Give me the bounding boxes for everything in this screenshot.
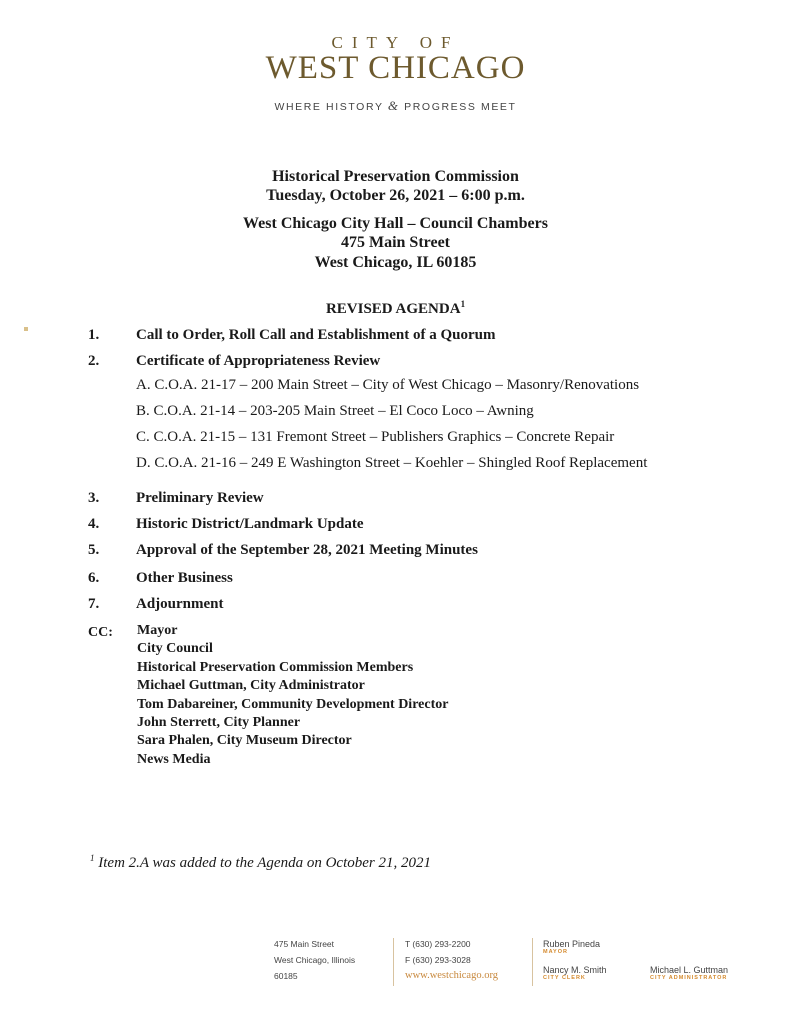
cc-recipient: Tom Dabareiner, Community Development Director <box>137 696 449 712</box>
footer-address <box>274 936 355 984</box>
footer-address-line: 475 Main Street <box>274 939 335 949</box>
cc-recipients <box>137 622 448 769</box>
cc-recipient: Sara Phalen, City Museum Director <box>137 733 352 749</box>
agenda-item-call-to-order: Call to Order, Roll Call and Establishment of a Quorum <box>136 327 496 343</box>
cc-recipient: City Council <box>137 641 213 657</box>
agenda-item-number: 5. <box>88 542 100 558</box>
footer-divider <box>532 938 533 986</box>
tagline-left: WHERE HISTORY <box>274 101 384 113</box>
footer-contact <box>405 936 498 984</box>
official-title: CITY ADMINISTRATOR <box>650 975 728 981</box>
cc-recipient: Michael Guttman, City Administrator <box>137 678 365 694</box>
agenda-item-number: 1. <box>88 327 100 343</box>
agenda-item-minutes: Approval of the September 28, 2021 Meeting Minutes <box>136 542 478 558</box>
meeting-date: Tuesday, October 26, 2021 – 6:00 p.m. <box>266 187 525 204</box>
official-city-administrator <box>650 965 728 981</box>
official-title: MAYOR <box>543 949 568 955</box>
agenda-item-number: 2. <box>88 353 100 369</box>
logo-tagline <box>0 98 791 114</box>
agenda-item-number: 3. <box>88 490 100 506</box>
agenda-subitem-b: B. C.O.A. 21-14 – 203-205 Main Street – El Coco Loco – Awning <box>136 403 534 419</box>
agenda-item-landmark-update: Historic District/Landmark Update <box>136 516 364 532</box>
cc-recipient: Historical Preservation Commission Members <box>137 659 414 675</box>
logo-city-of: CITY OF <box>331 33 460 52</box>
agenda-item-number: 4. <box>88 516 100 532</box>
official-title: CITY CLERK <box>543 975 586 981</box>
official-name: Nancy M. Smith <box>543 965 607 975</box>
agenda-item-coa-review: Certificate of Appropriateness Review <box>136 353 381 369</box>
agenda-subitem-d: D. C.O.A. 21-16 – 249 E Washington Street – Koehler – Shingled Roof Replacement <box>136 455 648 471</box>
tagline-right: PROGRESS MEET <box>404 101 517 113</box>
agenda-item-number: 6. <box>88 570 100 586</box>
meeting-venue: West Chicago City Hall – Council Chambers <box>243 215 548 232</box>
logo-name: WEST CHICAGO <box>265 50 526 86</box>
official-city-clerk <box>543 965 607 981</box>
footer-address-line: West Chicago, Illinois <box>274 955 356 965</box>
commission-title: Historical Preservation Commission <box>272 168 519 185</box>
footnote-text: Item 2.A was added to the Agenda on October 21, 2021 <box>98 855 431 871</box>
official-name: Ruben Pineda <box>543 939 601 949</box>
agenda-item-preliminary-review: Preliminary Review <box>136 490 264 506</box>
agenda-item-other-business: Other Business <box>136 570 233 586</box>
venue-city: West Chicago, IL 60185 <box>314 254 477 271</box>
official-name: Michael L. Guttman <box>650 965 729 975</box>
official-mayor <box>543 939 600 955</box>
footer-fax: F (630) 293-3028 <box>405 955 471 965</box>
cc-label: CC: <box>88 625 113 640</box>
agenda-item-number: 7. <box>88 596 100 612</box>
footer-phone: T (630) 293-2200 <box>405 939 471 949</box>
scan-marker <box>24 327 28 331</box>
agenda-footnote-mark: 1 <box>460 299 466 309</box>
footnote-mark: 1 <box>90 853 95 863</box>
footer-address-line: 60185 <box>274 971 298 981</box>
agenda-title <box>0 301 791 318</box>
footer-website[interactable]: www.westchicago.org <box>405 970 499 981</box>
agenda-subitem-a: A. C.O.A. 21-17 – 200 Main Street – City of West Chicago – Masonry/Renovations <box>136 377 640 393</box>
agenda-subitem-c: C. C.O.A. 21-15 – 131 Fremont Street – Publishers Graphics – Concrete Repair <box>136 429 615 445</box>
footer-divider <box>393 938 394 986</box>
agenda-title-text: REVISED AGENDA <box>325 301 461 317</box>
venue-street: 475 Main Street <box>340 234 450 251</box>
tagline-ampersand: & <box>387 98 400 113</box>
footnote <box>90 855 431 872</box>
agenda-item-adjournment: Adjournment <box>136 596 224 612</box>
cc-recipient: News Media <box>137 751 211 767</box>
cc-recipient: John Sterrett, City Planner <box>137 715 301 731</box>
cc-recipient: Mayor <box>137 623 178 638</box>
